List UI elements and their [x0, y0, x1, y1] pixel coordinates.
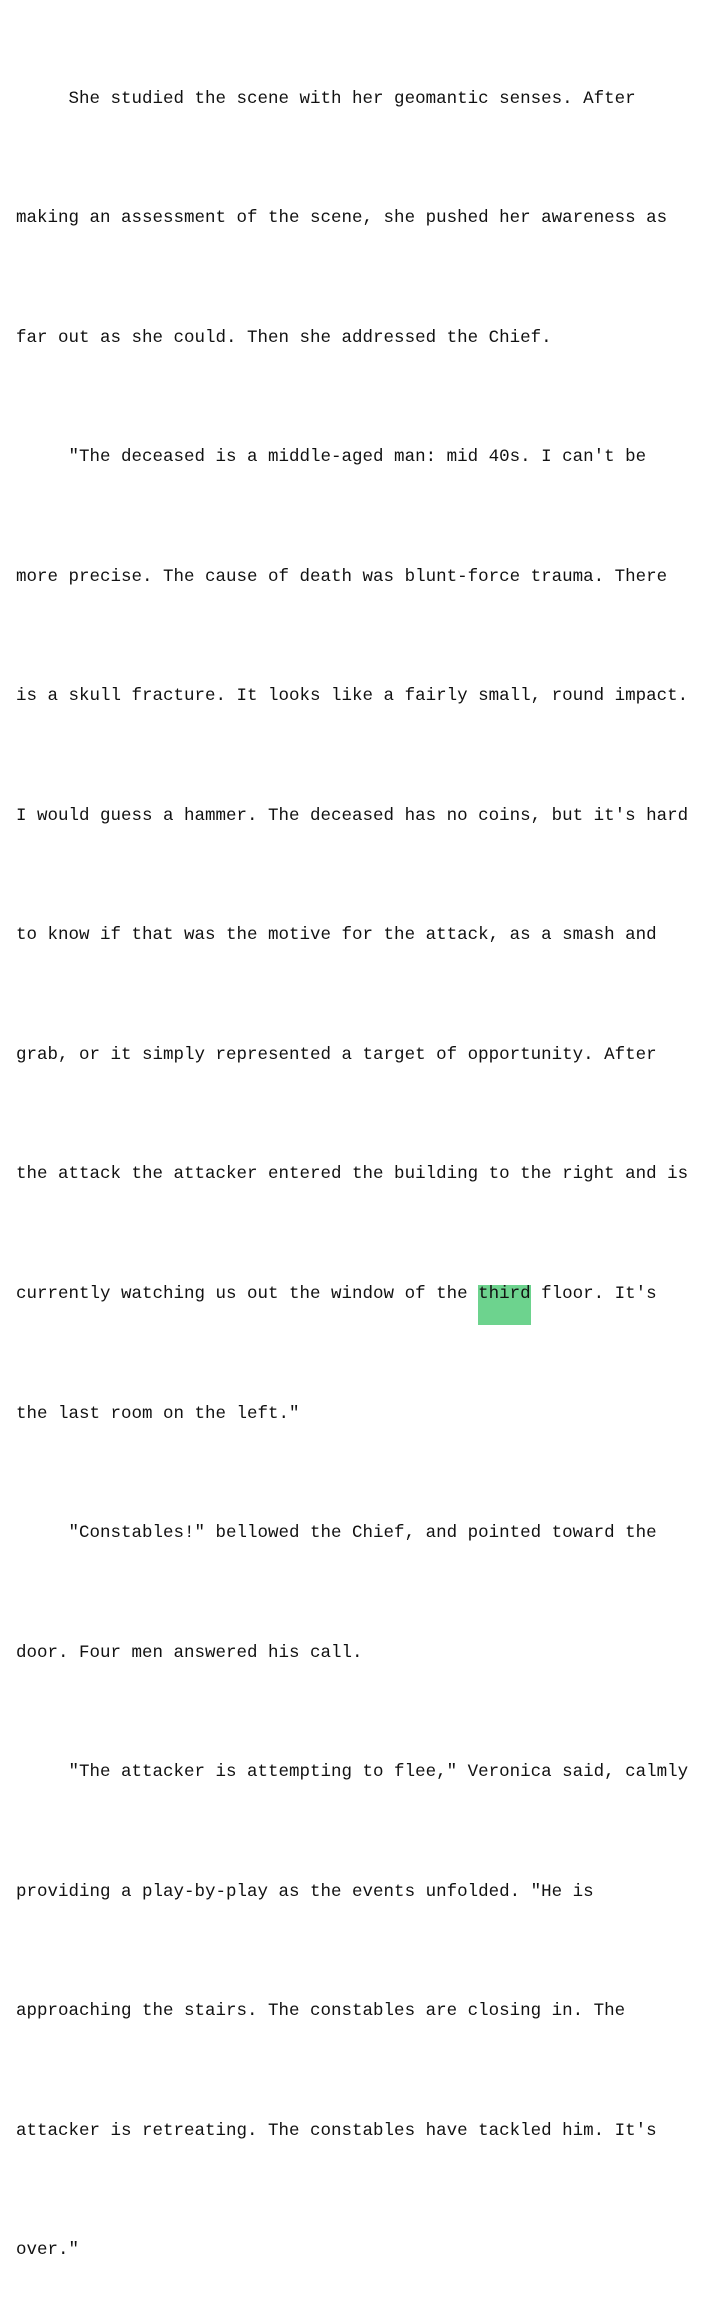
text-line: more precise. The cause of death was blunt-force trauma. There — [16, 566, 668, 587]
highlighted-word[interactable]: third — [478, 1285, 531, 1325]
text-line: attacker is retreating. The constables have tackled him. It's — [16, 2120, 657, 2141]
text-line: is a skull fracture. It looks like a fairly small, round impact. — [16, 686, 689, 707]
text-line: making an assessment of the scene, she pushed her awareness as — [16, 208, 668, 229]
text-line: the last room on the left." — [16, 1403, 300, 1424]
text-line: providing a play-by-play as the events unfolded. "He is — [16, 1881, 594, 1902]
text-line: grab, or it simply represented a target of opportunity. After — [16, 1044, 657, 1065]
text-line: She studied the scene with her geomantic senses. After — [16, 88, 636, 109]
text-line: approaching the stairs. The constables are closing in. The — [16, 2001, 626, 2022]
text-line: I would guess a hammer. The deceased has no coins, but it's hard — [16, 805, 689, 826]
text-line: door. Four men answered his call. — [16, 1642, 363, 1663]
text-line: "Constables!" bellowed the Chief, and pointed toward the — [16, 1523, 657, 1544]
text-line: "The deceased is a middle-aged man: mid 40s. I can't be — [16, 447, 647, 468]
text-line: the attack the attacker entered the building to the right and is — [16, 1164, 689, 1185]
text-segment: currently watching us out the window of the — [16, 1284, 479, 1304]
text-line: far out as she could. Then she addressed the Chief. — [16, 327, 552, 348]
document-body — [16, 0, 706, 2311]
text-segment: floor. It's — [530, 1284, 657, 1304]
text-line: over." — [16, 2240, 80, 2261]
text-line-with-highlight — [16, 1275, 706, 1315]
text-line: "The attacker is attempting to flee," Veronica said, calmly — [16, 1762, 689, 1783]
text-line: to know if that was the motive for the attack, as a smash and — [16, 925, 657, 946]
